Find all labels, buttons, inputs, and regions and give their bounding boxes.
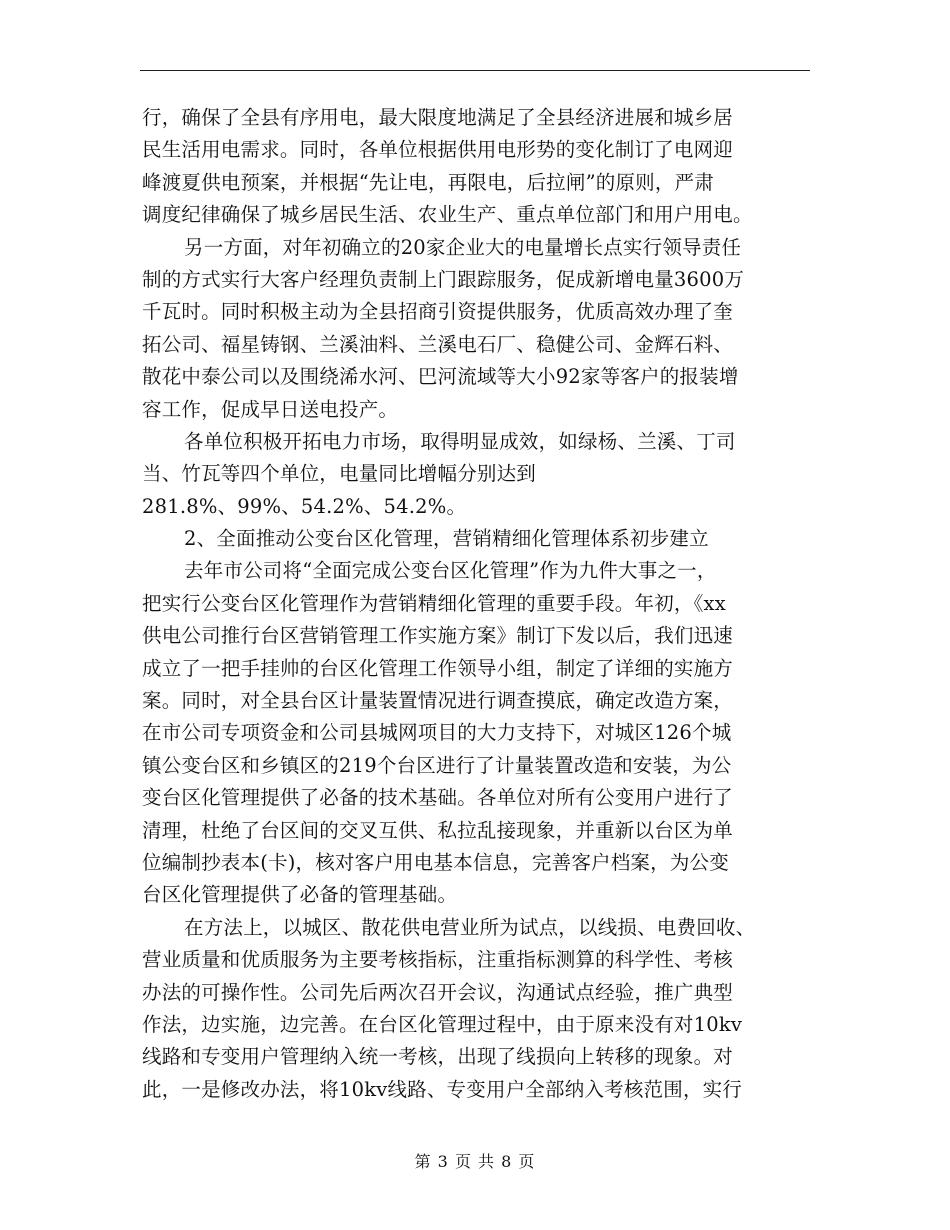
text-line: 镇公变台区和乡镇区的219个台区进行了计量装置改造和安装，为公 [142, 753, 732, 777]
text-line: 拓公司、福星铸钢、兰溪油料、兰溪电石厂、稳健公司、金辉石料、 [142, 332, 734, 356]
text-line: 民生活用电需求。同时，各单位根据供用电形势的变化制订了电网迎 [142, 138, 734, 162]
text-line: 散花中泰公司以及围绕浠水河、巴河流域等大小92家等客户的报装增 [142, 365, 739, 389]
text-line: 案。同时，对全县台区计量装置情况进行调查摸底，确定改造方案， [142, 689, 734, 713]
text-line: 位编制抄表本(卡)，核对客户用电基本信息，完善客户档案，为公变 [142, 850, 729, 874]
text-line: 线路和专变用户管理纳入统一考核，出现了线损向上转移的现象。对 [142, 1045, 734, 1069]
text-line: 容工作，促成早日送电投产。 [142, 397, 399, 421]
text-line: 当、竹瓦等四个单位，电量同比增幅分别达到 [142, 462, 537, 486]
header-rule [140, 70, 810, 71]
text-line: 调度纪律确保了城乡居民生活、农业生产、重点单位部门和用户用电。 [142, 203, 753, 227]
text-line: 各单位积极开拓电力市场，取得明显成效，如绿杨、兰溪、丁司 [184, 429, 736, 453]
text-line: 把实行公变台区化管理作为营销精细化管理的重要手段。年初，《xx [142, 591, 726, 615]
text-line: 行，确保了全县有序用电，最大限度地满足了全县经济进展和城乡居 [142, 106, 734, 129]
text-line: 办法的可操作性。公司先后两次召开会议，沟通试点经验，推广典型 [142, 980, 734, 1004]
body-text [142, 102, 810, 1106]
text-line: 作法，边实施，边完善。在台区化管理过程中，由于原来没有对10kv [142, 1012, 743, 1036]
text-line: 供电公司推行台区营销管理工作实施方案》制订下发以后，我们迅速 [142, 624, 734, 648]
text-line: 千瓦时。同时积极主动为全县招商引资提供服务，优质高效办理了奎 [142, 300, 734, 324]
text-line: 另一方面，对年初确立的20家企业大的电量增长点实行领导责任 [184, 235, 742, 259]
text-line: 去年市公司将“全面完成公变台区化管理”作为九件大事之一， [184, 559, 717, 583]
text-line: 成立了一把手挂帅的台区化管理工作领导小组，制定了详细的实施方 [142, 656, 734, 680]
text-line: 在市公司专项资金和公司县城网项目的大力支持下，对城区126个城 [142, 721, 732, 745]
text-line: 峰渡夏供电预案，并根据“先让电，再限电，后拉闸”的原则，严肃 [142, 170, 714, 194]
text-line: 清理，杜绝了台区间的交叉互供、私拉乱接现象，并重新以台区为单 [142, 818, 734, 842]
text-line: 在方法上，以城区、散花供电营业所为试点，以线损、电费回收、 [184, 915, 756, 939]
text-line: 台区化管理提供了必备的管理基础。 [142, 883, 458, 907]
page-footer: 第 3 页 共 8 页 [414, 1152, 536, 1171]
text-line: 变台区化管理提供了必备的技术基础。各单位对所有公变用户进行了 [142, 786, 734, 810]
text-line: 此，一是修改办法，将10kv线路、专变用户全部纳入考核范围，实行 [142, 1077, 743, 1101]
text-line: 2、全面推动公变台区化管理，营销精细化管理体系初步建立 [184, 527, 709, 551]
text-line: 制的方式实行大客户经理负责制上门跟踪服务，促成新增电量3600万 [142, 267, 745, 291]
text-line: 营业质量和优质服务为主要考核指标，注重指标测算的科学性、考核 [142, 948, 734, 972]
text-line: 281.8%、99%、54.2%、54.2%。 [142, 494, 467, 518]
